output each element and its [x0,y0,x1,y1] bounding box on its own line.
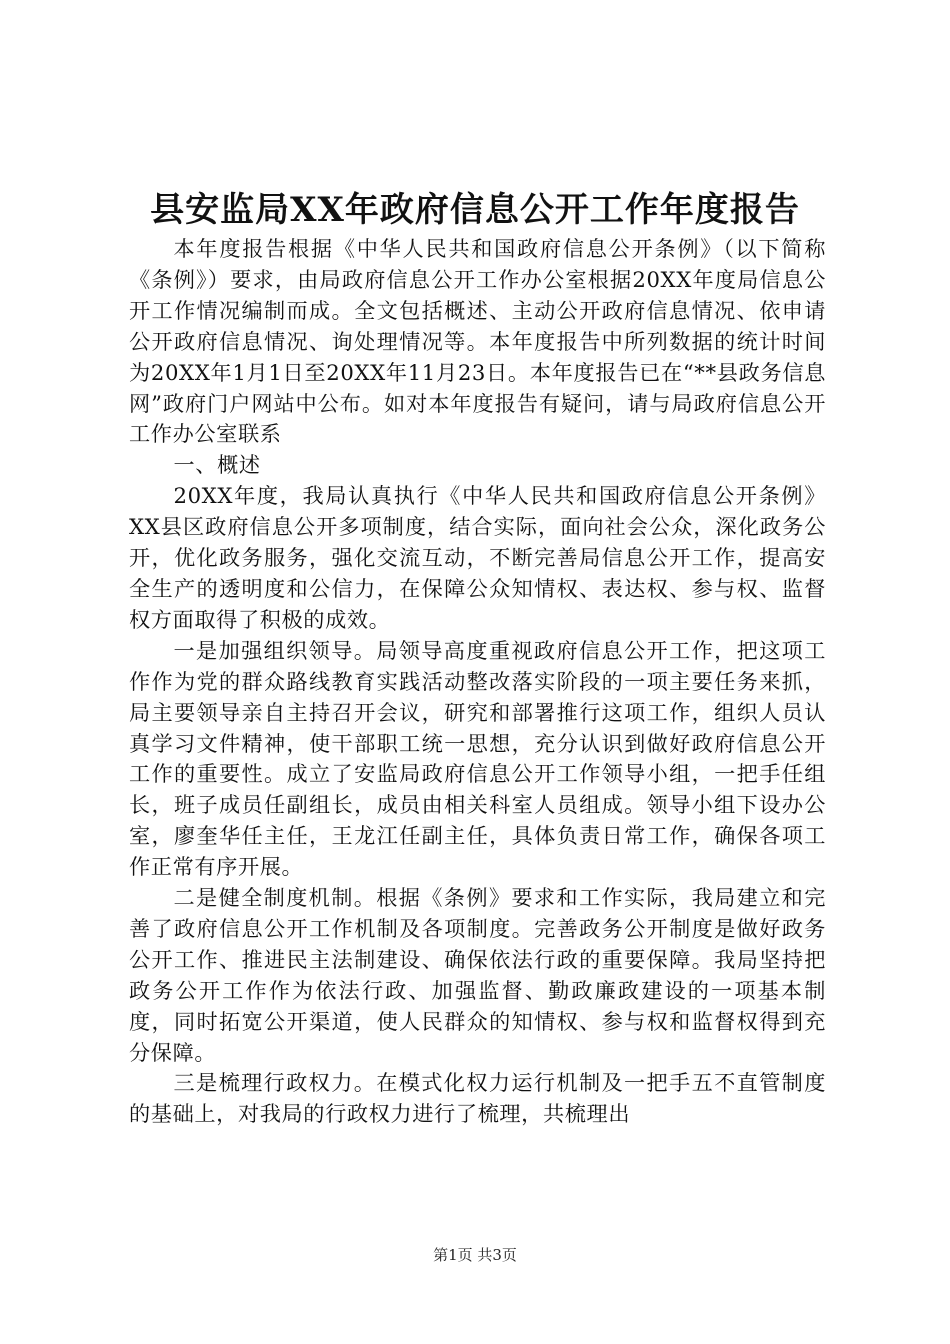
page-number-footer: 第1页 共3页 [433,1246,517,1264]
document-title: 县安监局XX年政府信息公开工作年度报告 [150,190,800,230]
paragraph-overview: 20XX年度，我局认真执行《中华人民共和国政府信息公开条例》XX县区政府信息公开多项制度，结合实际，面向社会公众，深化政务公开，优化政务服务，强化交流互动，不断完善局信息公开工作，提高安全生产的透明度和公信力，在保障公众知情权、表达权、参与权、监督权方面取得了积极的成效。 [129,483,826,632]
paragraph-organization: 一是加强组织领导。局领导高度重视政府信息公开工作，把这项工作作为党的群众路线教育实践活动整改落实阶段的一项主要任务来抓，局主要领导亲自主持召开会议，研究和部署推行这项工作，组织人员认真学习文件精神，使干部职工统一思想，充分认识到做好政府信息公开工作的重要性。成立了安监局政府信息公开工作领导小组，一把手任组长，班子成员任副组长，成员由相关科室人员组成。领导小组下设办公室，廖奎华任主任，王龙江任副主任，具体负责日常工作，确保各项工作正常有序开展。 [129,637,826,880]
document-body [129,234,826,1130]
paragraph-power: 三是梳理行政权力。在模式化权力运行机制及一把手五不直管制度的基础上，对我局的行政权力进行了梳理，共梳理出 [129,1070,826,1127]
paragraph-system: 二是健全制度机制。根据《条例》要求和工作实际，我局建立和完善了政府信息公开工作机制及各项制度。完善政务公开制度是做好政务公开工作、推进民主法制建设、确保依法行政的重要保障。我局坚持把政务公开工作作为依法行政、加强监督、勤政廉政建设的一项基本制度，同时拓宽公开渠道，使人民群众的知情权、参与权和监督权得到充分保障。 [129,885,826,1065]
paragraph-intro: 本年度报告根据《中华人民共和国政府信息公开条例》（以下简称《条例》）要求，由局政府信息公开工作办公室根据20XX年度局信息公开工作情况编制而成。全文包括概述、主动公开政府信息情况、依申请公开政府信息情况、询处理情况等。本年度报告中所列数据的统计时间为20XX年1月1日至20XX年11月23日。本年度报告已在“**县政务信息网”政府门户网站中公布。如对本年度报告有疑问，请与局政府信息公开工作办公室联系 [129,236,826,447]
section-heading-overview: 一、概述 [173,452,261,478]
